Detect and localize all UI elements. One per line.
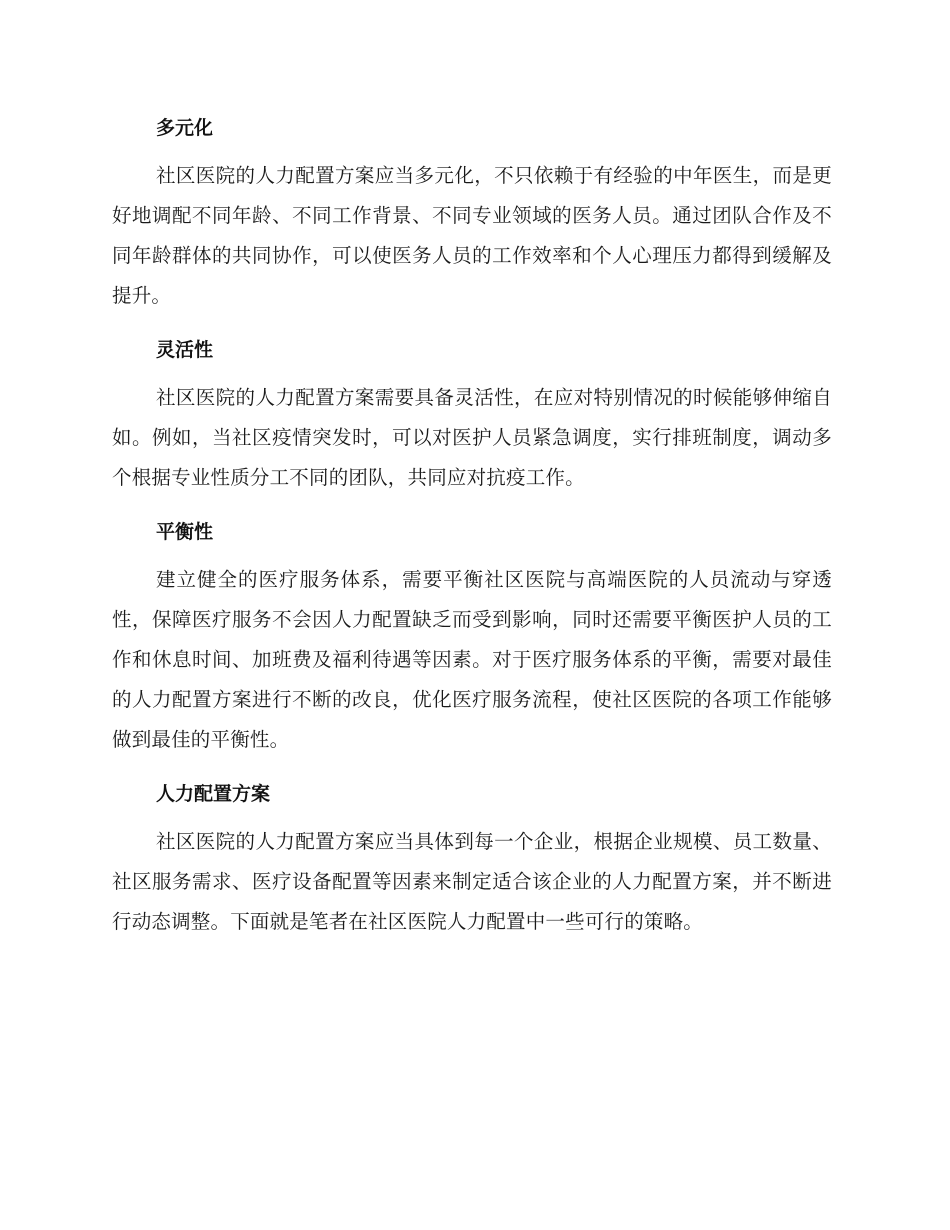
section-heading: 多元化: [156, 117, 214, 139]
section-heading: 人力配置方案: [156, 783, 271, 805]
section-flexibility: [112, 330, 832, 498]
section-paragraph: 建立健全的医疗服务体系，需要平衡社区医院与高端医院的人员流动与穿透性，保障医疗服务不会因人力配置缺乏而受到影响，同时还需要平衡医护人员的工作和休息时间、加班费及福利待遇等因素。对于医疗服务体系的平衡，需要对最佳的人力配置方案进行不断的改良，优化医疗服务流程，使社区医院的各项工作能够做到最佳的平衡性。: [112, 568, 832, 751]
section-paragraph: 社区医院的人力配置方案需要具备灵活性，在应对特别情况的时候能够伸缩自如。例如，当社区疫情突发时，可以对医护人员紧急调度，实行排班制度，调动多个根据专业性质分工不同的团队，共同应对抗疫工作。: [112, 386, 832, 489]
section-heading: 灵活性: [156, 339, 214, 361]
section-heading: 平衡性: [156, 521, 214, 543]
section-paragraph: 社区医院的人力配置方案应当具体到每一个企业，根据企业规模、员工数量、社区服务需求、医疗设备配置等因素来制定适合该企业的人力配置方案，并不断进行动态调整。下面就是笔者在社区医院人力配置中一些可行的策略。: [112, 830, 832, 933]
section-balance: [112, 512, 832, 760]
section-staffing-plan: [112, 774, 832, 942]
section-diversification: [112, 108, 832, 316]
section-paragraph: 社区医院的人力配置方案应当多元化，不只依赖于有经验的中年医生，而是更好地调配不同年龄、不同工作背景、不同专业领域的医务人员。通过团队合作及不同年龄群体的共同协作，可以使医务人员的工作效率和个人心理压力都得到缓解及提升。: [112, 164, 832, 307]
document-page: [112, 108, 832, 956]
